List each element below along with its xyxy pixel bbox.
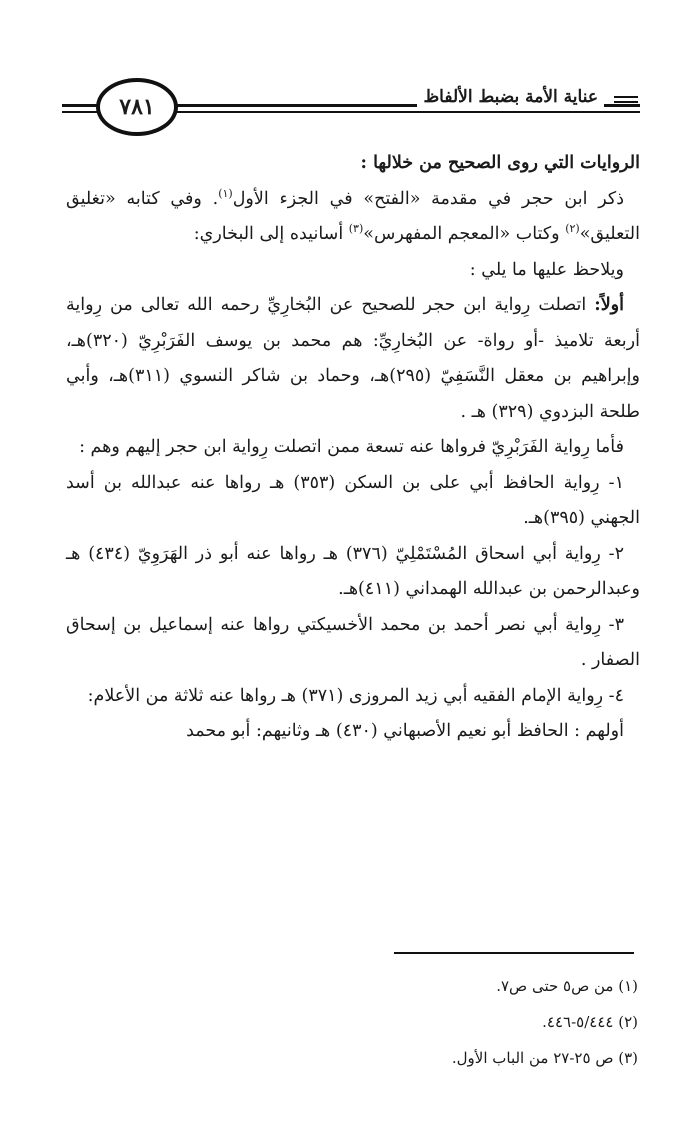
footnote-separator bbox=[394, 952, 634, 954]
header-mark bbox=[614, 96, 638, 98]
footnote: (٢) ٥/٤٤٤-٤٤٦. bbox=[542, 1013, 638, 1031]
paragraph bbox=[66, 288, 640, 430]
text-run: ذكر ابن حجر في مقدمة «الفتح» في الجزء الأول bbox=[232, 188, 624, 209]
list-item: ١- رِواية الحافظ أبي على بن السكن (٣٥٣) هـ رواها عنه عبدالله بن أسد الجهني (٣٩٥)هـ. bbox=[66, 472, 640, 528]
paragraph: ويلاحظ عليها ما يلي : bbox=[469, 259, 624, 280]
text-run: أسانيده إلى البخاري: bbox=[193, 224, 349, 244]
page-number: ٧٨١ bbox=[96, 78, 178, 136]
page-header bbox=[62, 74, 640, 136]
list-item: ٤- رِواية الإمام الفقيه أبي زيد المروزى (٣٧١) هـ رواها عنه ثلاثة من الأعلام: bbox=[87, 685, 624, 706]
header-mark bbox=[614, 101, 638, 103]
list-item: ٢- رِواية أبي اسحاق المُسْتَمْلِيّ (٣٧٦) هـ رواها عنه أبو ذر الهَرَوِيّ (٤٣٤) هـ وعبدالرحمن بن عبدالله الهمداني (٤١١)هـ. bbox=[66, 543, 640, 599]
footnotes bbox=[66, 968, 638, 1076]
text-run: اتصلت رِواية ابن حجر للصحيح عن البُخارِيِّ رحمه الله تعالى من رِواية أربعة تلاميذ -أو رواة- عن البُخارِيِّ: هم محمد بن يوسف الفَرَبْرِيّ (٣٢٠)هـ، وإبراهيم بن معقل النَّسَفِيّ (٢٩٥)هـ، وحماد بن شاكر النسوي (٣١١)هـ، وأبي طلحة البزدوي (٣٢٩) هـ . bbox=[66, 295, 640, 422]
paragraph: أولهم : الحافظ أبو نعيم الأصبهاني (٤٣٠) هـ وثانيهم: أبو محمد bbox=[186, 721, 624, 741]
running-title: عناية الأمة بضبط الألفاظ bbox=[417, 84, 604, 110]
paragraph bbox=[66, 182, 640, 253]
list-item: ٣- رِواية أبي نصر أحمد بن محمد الأخسيكتي رواها عنه إسماعيل بن إسحاق الصفار . bbox=[66, 614, 640, 670]
text-run: وكتاب «المعجم المفهرس» bbox=[363, 224, 566, 244]
main-text bbox=[66, 146, 640, 750]
footnote: (١) من ص٥ حتى ص٧. bbox=[496, 977, 638, 995]
text-run: . وفي كتابه «تغليق التعليق» bbox=[66, 188, 640, 244]
section-heading: الروايات التي روى الصحيح من خلالها : bbox=[360, 153, 640, 173]
footnote-ref: (٢) bbox=[565, 222, 580, 236]
paragraph: فأما رِواية الفَرَبْرِيّ فرواها عنه تسعة ممن اتصلت رِواية ابن حجر إليهم وهم : bbox=[79, 437, 624, 457]
lead-word: أولاً: bbox=[594, 295, 624, 315]
footnote: (٣) ص ٢٥-٢٧ من الباب الأول. bbox=[451, 1049, 638, 1067]
footnote-ref: (٣) bbox=[348, 222, 364, 236]
footnote-ref: (١) bbox=[218, 186, 233, 200]
